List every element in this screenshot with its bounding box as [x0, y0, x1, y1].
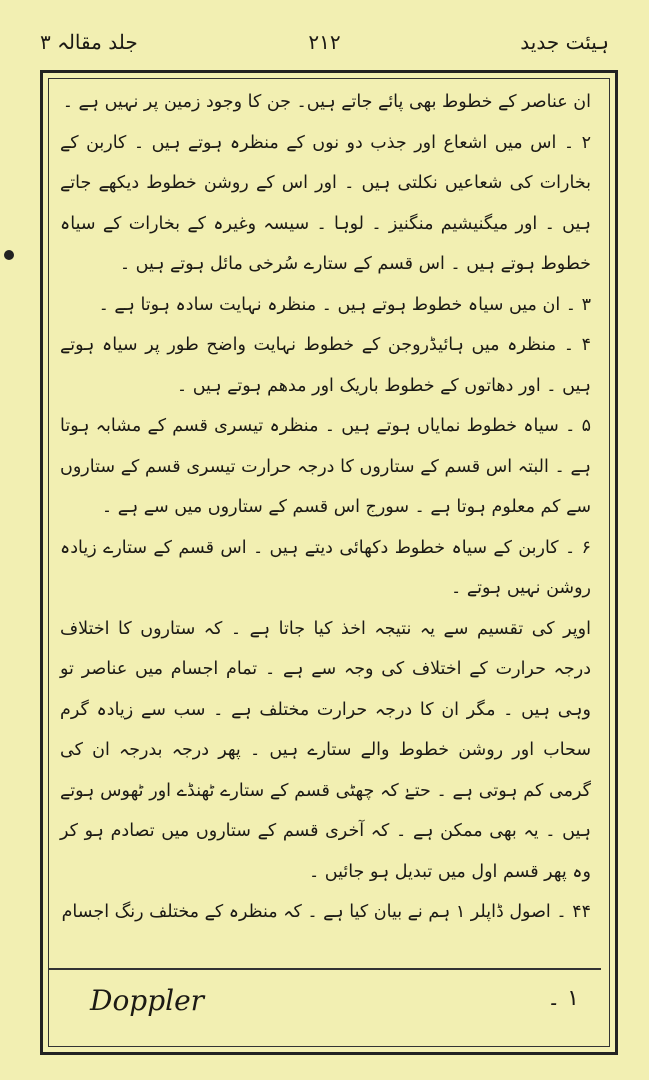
body-text — [60, 82, 591, 933]
margin-ink-mark — [4, 250, 14, 260]
footnote — [80, 980, 579, 1030]
page-number: ۲۱۲ — [308, 30, 341, 54]
paragraph-doppler: ۴۴ ۔ اصول ڈاپلر ۱ ہم نے بیان کیا ہے ۔ کہ منظرہ کے مختلف رنگ اجسام — [61, 902, 591, 922]
footnote-word: Doppler — [90, 984, 205, 1017]
footnote-divider — [48, 968, 601, 970]
paragraph-type-5: ۵ ۔ سیاہ خطوط نمایاں ہوتے ہیں ۔ منظرہ تیسری قسم کے مشابہ ہوتا ہے ۔ البتہ اس قسم کے ستاروں کا درجہ حرارت تیسری قسم کے ستاروں سے کم معلوم ہوتا ہے ۔ سورج اس قسم کے ستاروں میں سے ہے ۔ — [60, 416, 591, 517]
paragraph-intro: ان عناصر کے خطوط بھی پائے جاتے ہیں۔ جن کا وجود زمین پر نہیں ہے ۔ — [62, 92, 591, 112]
paragraph-type-6: ۶ ۔ کاربن کے سیاہ خطوط دکھائی دیتے ہیں ۔ اس قسم کے ستارے زیادہ روشن نہیں ہوتے ۔ — [60, 537, 591, 598]
volume-label: جلد مقالہ ۳ — [40, 30, 138, 54]
paragraph-type-3: ۳ ۔ ان میں سیاہ خطوط ہوتے ہیں ۔ منظرہ نہایت سادہ ہوتا ہے ۔ — [98, 294, 591, 315]
page-header — [40, 30, 609, 60]
paragraph-type-2: ۲ ۔ اس میں اشعاع اور جذب دو نوں کے منظرہ ہوتے ہیں ۔ کاربن کے بخارات کی شعاعیں نکلتی ہیں ۔ اور اس کے روشن خطوط دیکھے جاتے ہیں ۔ اور میگنیشیم منگنیز ۔ لوہا ۔ سیسہ وغیرہ کے بخارات کے سیاہ خطوط ہوتے ہیں ۔ اس قسم کے ستارے سُرخی مائل ہوتے ہیں ۔ — [60, 132, 591, 274]
journal-title: ہیئت جدید — [520, 30, 609, 54]
paragraph-conclusion: اوپر کی تقسیم سے یہ نتیجہ اخذ کیا جاتا ہے ۔ کہ ستاروں کا اختلاف درجہ حرارت کے اختلاف کی وجہ سے ہے ۔ تمام اجسام میں عناصر تو وہی ہیں ۔ مگر ان کا درجہ حرارت مختلف ہے ۔ سب سے زیادہ گرم سحاب اور روشن خطوط والے ستارے ہیں ۔ پھر درجہ بدرجہ ان کی گرمی کم ہوتی ہے ۔ حتےٰ کہ چھٹی قسم کے ستارے ٹھنڈے اور ٹھوس ہوتے ہیں ۔ یہ بھی ممکن ہے ۔ کہ آخری قسم کے ستاروں میں تصادم ہو کر وہ پھر قسم اول میں تبدیل ہو جائیں ۔ — [60, 618, 591, 882]
paragraph-type-4: ۴ ۔ منظرہ میں ہائیڈروجن کے خطوط نہایت واضح طور پر سیاہ ہوتے ہیں ۔ اور دھاتوں کے خطوط باریک اور مدھم ہوتے ہیں ۔ — [60, 335, 591, 396]
footnote-marker: ۱ ۔ — [547, 986, 579, 1011]
